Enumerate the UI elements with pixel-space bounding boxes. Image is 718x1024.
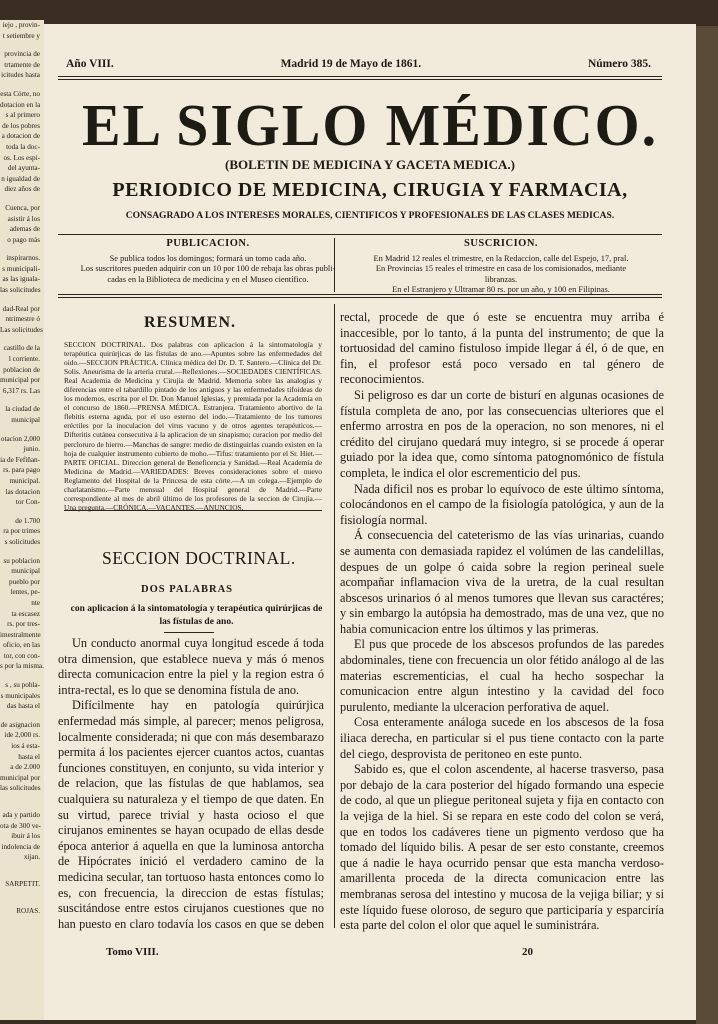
previous-page-line: de asignacion <box>0 720 40 729</box>
previous-page-line <box>0 712 44 720</box>
article-paragraph: Un conducto anormal cuya longitud escede á toda otra dimension, que establece nueva y más ó menos directa comunicacion entre la piel y la region estra ó intra-rectal, es lo que se denomina fístula de ano. <box>58 636 324 697</box>
previous-page-line: municipal <box>11 567 40 576</box>
previous-page-line: indolencia de <box>1 842 40 851</box>
section-heading: SECCION DOCTRINAL. <box>102 548 296 568</box>
previous-page-line: hasta el <box>18 752 40 761</box>
previous-page-line: pueblo por <box>9 577 40 586</box>
previous-page-line: lentes, pe- <box>10 588 40 597</box>
previous-page-line: de 1.700 <box>15 516 40 525</box>
previous-page-line <box>0 245 44 253</box>
previous-page-line: la ciudad de <box>5 405 40 414</box>
previous-page-line: o pago más <box>7 235 40 244</box>
previous-page-line: municipal. <box>9 476 40 485</box>
previous-page-line <box>0 396 44 404</box>
previous-page-line: ntrimestre ó <box>5 315 40 324</box>
article-paragraph: Difícilmente hay en patología quirúrjica enfermedad más simple, al parecer; menos peligrosa, localmente considerada; ni que con más desembarazo permita á los pacientes ejercer cuantos actos, cuantas funciones constituyen, en conjunto, su vida interior y de relacion, que las fístulas de que hablamos, sea cualquiera su naturaleza y el tiempo de que daten. En su virtud, parece trivial y hasta ocioso el que cirujanos eminentes se hayan ocupado de ellas desde época anterior á aquella en que la luminosa antorcha de Hipócrates inició el verdadero camino de la medicina secular, tan tortuoso hasta entonces como lo es, con frecuencia, la direccion de estas fístulas; suscitándose entre estos cirujanos cuestiones que no han puesto en claro todavía los casos en que se deben <box>58 698 324 931</box>
previous-page-line <box>0 863 44 871</box>
previous-page-line: esta Córte, no <box>0 89 40 98</box>
previous-page-line: las solicitudes <box>0 286 41 295</box>
subscription-rule-2 <box>58 297 662 298</box>
previous-page-line: Las solicitudes <box>0 325 43 334</box>
page-edge-shadow <box>696 26 718 1024</box>
masthead-subtitle: (BOLETIN DE MEDICINA Y GACETA MEDICA.) <box>225 157 515 172</box>
previous-page-line: rs. por tres- <box>7 620 40 629</box>
previous-page-line: tor Con- <box>15 498 40 507</box>
previous-page-line: iejo , provin- <box>2 21 40 29</box>
previous-page-line: ota de 300 ve- <box>0 821 41 830</box>
previous-page-line: poblacion de <box>3 365 40 374</box>
previous-page-line: ide 2,000 rs. <box>4 731 40 740</box>
previous-page-line: ra por trimes <box>3 527 40 536</box>
previous-page-line: a dotacion de <box>1 132 40 141</box>
header-line <box>66 58 651 70</box>
article-paragraph: Nada dificil nos es probar lo equívoco de este último síntoma, colocándonos en el campo de la fisiología patológica, y aun de la fisiología normal. <box>340 481 664 527</box>
previous-page-line: s municipales <box>0 691 40 700</box>
previous-page-line: s por la misma. <box>0 662 44 671</box>
previous-page-line: icitudes hasta <box>1 71 40 80</box>
previous-page-line <box>0 672 44 680</box>
box-divider <box>334 238 335 292</box>
previous-page-line: asistir á los <box>7 214 40 223</box>
previous-page-line: dotacion en la <box>0 100 41 109</box>
article-paragraph: El pus que procede de los abscesos profundos de las paredes abdominales, tiene con frecuencia un olor fétido análogo al de las materias escrementicias, el cual ha hecho sospechar la comunicacion entre algun intestino y la cavidad del foco purulento, mediante la ulceracion perforativa de aquel. <box>340 637 664 714</box>
subscription-rule <box>58 294 662 295</box>
article-left-column <box>58 636 324 932</box>
previous-page-line <box>0 195 44 203</box>
previous-page-line: tor, con con- <box>3 651 40 660</box>
previous-page-line: municipal <box>11 416 40 424</box>
previous-page-line <box>0 890 44 898</box>
resumen-rule <box>64 510 322 511</box>
previous-page-line <box>0 871 44 879</box>
previous-page-line: os. Los espi- <box>3 153 40 162</box>
masthead-dedication: CONSAGRADO A LOS INTERESES MORALES, CIENTIFICOS Y PROFESIONALES DE LAS CLASES MEDICAS. <box>125 211 615 221</box>
article-right-column <box>340 310 664 932</box>
previous-page-line: provincia de <box>4 50 40 59</box>
previous-page-line: 6,317 rs. Las <box>2 386 40 395</box>
previous-page-line <box>0 335 44 343</box>
newspaper-page <box>44 24 696 1020</box>
previous-page-line: del ayunta- <box>7 164 40 173</box>
previous-page-line: s , su pobla- <box>5 681 40 690</box>
article-paragraph: Si peligroso es dar un corte de bisturí en algunas ocasiones de fístula completa de ano, por las consecuencias ulteriores que el enfermo arrostra en pos de la operacion, no son menores, ni el crédito del cirujano quedará muy integro, si se procede á operar guiado por la idea que, como síntoma patognomónico de fístula completa, le indica el olor escrementicio del pus. <box>340 387 664 480</box>
article-paragraph: Á consecuencia del cateterismo de las vías urinarias, cuando se aumenta con demasiada rapidez el volúmen de las candelillas, despues de un golpe ó caida sobre la region perineal suele acompañar inflamacion viva de la uretra, de la cual resultan abscesos urinarios ó al menos tumores que llevan sus caractéres; y sin embargo la autópsia ha demostrado, mas de una vez, que no habia comunicacion entre los últimos y las primeras. <box>340 528 664 636</box>
previous-page-line: las solicitudes <box>0 784 41 793</box>
previous-page-line <box>0 508 44 516</box>
previous-page-line: inspirarnos. <box>6 254 40 263</box>
previous-page-line: ademas de <box>9 225 40 234</box>
previous-page-line: a de 2.000 <box>10 763 40 772</box>
article-subtitle: con aplicacion á la sintomatología y terapéutica quirúrjicas de las fístulas de ano. <box>70 604 323 627</box>
previous-page-line: las dotacion <box>5 487 40 496</box>
suscricion-title: SUSCRICION. <box>463 238 539 249</box>
previous-page-line <box>0 794 44 802</box>
resumen-text: SECCION DOCTRINAL. Dos palabras con aplicacion á la sintomatología y terapéutica quirúrjicas de las fístulas de ano.—Apuntes sobre las enfermedades del oido.—SECCION PRÁCTICA. Clínica médica del Dr. D. T. Santero.—Clínica del Dr. Solis. Aneurisma de la arteria crural.—Reflexiones.—SOCIEDADES CIENTÍFICAS. Real Academia de Medicina y Cirujía de Madrid. Memoria sobre las analogías y diferencias entre el tabardillo pintado de los antiguos y las enfermedades tifoideas de los modernos, escrita por el Dr. Don Manuel Iglesias, y premiada por la Academia en el concurso de 1860.—PRENSA MÉDICA. Estranjera. Tratamiento abortivo de la flebitis esterna aguda, por el uso esterno del iodo.—Tratamiento de los tumores eréctiles por la inoculacion del virus vacuno y de otros agentes terapéuticos.—Difteritis cutánea consecutiva á la aplicacion de un sinapismo; curacion por medio del percloruro de hierro.—Manchas de sangre: medio de distinguirlas cuando existen en la hoja de cualquier instrumento cubierto de moho.—Tifus: tratamiento por el Sr. Hiet.—PARTE OFICIAL. Direccion general de Beneficencia y Sanidad.—Real Academia de Medicina de Madrid.—VARIEDADES: Breves consideraciones sobre el nuevo Reglamento del Hospital de la Princesa de esta córte.—A un colega.—Ejemplo de charlatanismo.—Parte mensual del Hospital general de Madrid.—Parte correspondiente al mes de abril último de los profesores de la seccion de Cirujía.—Una pregunta.—CRÓNICA.—VACANTES.—ANUNCIOS. <box>64 340 322 512</box>
previous-page-line: junio. <box>23 445 40 454</box>
previous-page-line: as las iguala- <box>2 275 40 284</box>
previous-page-line: imestralmente <box>0 630 41 639</box>
previous-page-line: ROJAS. <box>16 906 40 915</box>
previous-page-line: n igualdad de <box>1 174 40 183</box>
masthead-tagline: PERIODICO DE MEDICINA, CIRUGIA Y FARMACIA, <box>112 179 628 201</box>
previous-page-line: SARPETIT. <box>5 879 40 888</box>
previous-page-line: castillo de la <box>3 344 40 353</box>
volume-label: Tomo VIII. <box>106 946 159 958</box>
header-rule-2 <box>58 79 662 80</box>
previous-page-line: toda la doc- <box>6 142 40 151</box>
publicacion-line-1: Se publica todos los domingos; formará un tomo cada año. <box>109 253 307 263</box>
page-number: 20 <box>522 946 533 958</box>
previous-page-line <box>0 426 44 434</box>
previous-page-line <box>0 41 44 49</box>
previous-page-line: ibuir á los <box>11 832 40 841</box>
suscricion-line-4: En el Estranjero y Ultramar 80 rs. por un año, y 100 en Filipinas. <box>392 285 610 294</box>
previous-page-line: rs. para pago <box>3 466 40 475</box>
publicacion-box <box>58 239 358 285</box>
suscricion-line-3: libranzas. <box>484 274 518 284</box>
year-label: Año VIII. <box>66 58 114 70</box>
previous-page-line: s municipali- <box>2 264 40 273</box>
previous-page-line: su poblacion <box>3 556 40 565</box>
previous-page-line <box>0 802 44 810</box>
previous-page-line: ada y partido <box>2 811 40 819</box>
previous-page-line: l corriente. <box>8 355 40 364</box>
previous-page-line: t setiembre y <box>2 31 40 40</box>
previous-page-line: xijan. <box>23 853 40 862</box>
previous-page-line: Cuenca, por <box>5 203 40 212</box>
publicacion-line-2: Los suscritores pueden adquirir con un 10 por 100 de rebaja las obras publi- <box>80 264 336 273</box>
previous-page-line <box>0 296 44 304</box>
article-paragraph: Sabido es, que el colon ascendente, al hacerse trasverso, pasa por debajo de la cara posterior del hígado formando una especie de codo, al que un pliegue peritoneal sujeta y fija en contacto con la vejiga de la hiel. Si se repara en este codo del colon se verá, que en todos los cadáveres tiene un pigmento verdoso que ha tomado del líquido bilis. A pesar de ser esto constante, creemos que á nadie le haya ocurrido pensar que esta mancha verdoso-amarillenta proceda de la directa comunicacion entre las membranas serosa del intestino y mucosa de la vejiga biliar; y si este líquido fuese oloroso, de seguro que participaría y esparciría esta parte del colon el olor que aquel le suministrára. <box>340 762 664 932</box>
publicacion-line-3: cadas en la Biblioteca de medicina y en el Museo científico. <box>107 274 309 284</box>
issue-number: Número 385. <box>587 58 651 70</box>
previous-page-margin <box>0 20 44 1020</box>
previous-page-line: nte <box>31 598 40 607</box>
previous-page-line <box>0 81 44 89</box>
article-title: DOS PALABRAS <box>140 584 234 595</box>
previous-page-line <box>0 898 44 906</box>
previous-page-line: otacion 2,000 <box>0 434 40 443</box>
previous-page-line: oficio, en las <box>3 641 40 650</box>
previous-page-line: ia de Fefiñan- <box>0 455 40 464</box>
previous-page-line: s solicitudes <box>4 537 40 546</box>
previous-page-line: s al primero <box>5 111 40 120</box>
article-paragraph: rectal, procede de que ó este se encuentra muy arriba é inaccesible, por lo tanto, á la punta del instrumento; de que la tortuosidad del camino fistuloso impide llegar á él, ó de que, en fin, el profesor está poco versado en tal género de reconocimientos. <box>340 310 664 387</box>
previous-page-line: ta escasez <box>11 609 40 618</box>
suscricion-line-1: En Madrid 12 reales el trimestre, en la Redaccion, calle del Espejo, 17, pral. <box>373 253 629 263</box>
previous-page-line <box>0 548 44 556</box>
article-rule <box>164 632 214 633</box>
resumen-title: RESUMEN. <box>144 314 237 331</box>
suscricion-line-2: En Provincias 15 reales el trimestre en casa de los comisionados, mediante <box>375 264 627 273</box>
header-rule <box>58 76 662 77</box>
previous-page-line: municipal por <box>0 773 41 782</box>
publicacion-title: PUBLICACION. <box>166 238 250 249</box>
masthead-title: EL SIGLO MÉDICO. <box>82 92 658 158</box>
suscricion-box <box>340 239 662 296</box>
previous-page-line: diez años de <box>4 185 40 194</box>
date-label: Madrid 19 de Mayo de 1861. <box>280 58 422 70</box>
column-divider <box>334 304 335 928</box>
previous-page-line: ios á esta- <box>11 742 40 751</box>
previous-page-line: dad-Real por <box>2 304 40 313</box>
previous-page-line: trtamente de <box>4 60 40 69</box>
article-paragraph: Cosa enteramente análoga sucede en los abscesos de la fosa iliaca derecha, en particular si el pus tiene contacto con la parte del ciego, desprovista de peritoneo en este punto. <box>340 715 664 761</box>
previous-page-line: das hasta el <box>6 702 40 711</box>
masthead-rule <box>58 234 662 235</box>
previous-page-line: de los pobres <box>2 121 40 130</box>
previous-page-line: municipal por <box>0 376 41 385</box>
